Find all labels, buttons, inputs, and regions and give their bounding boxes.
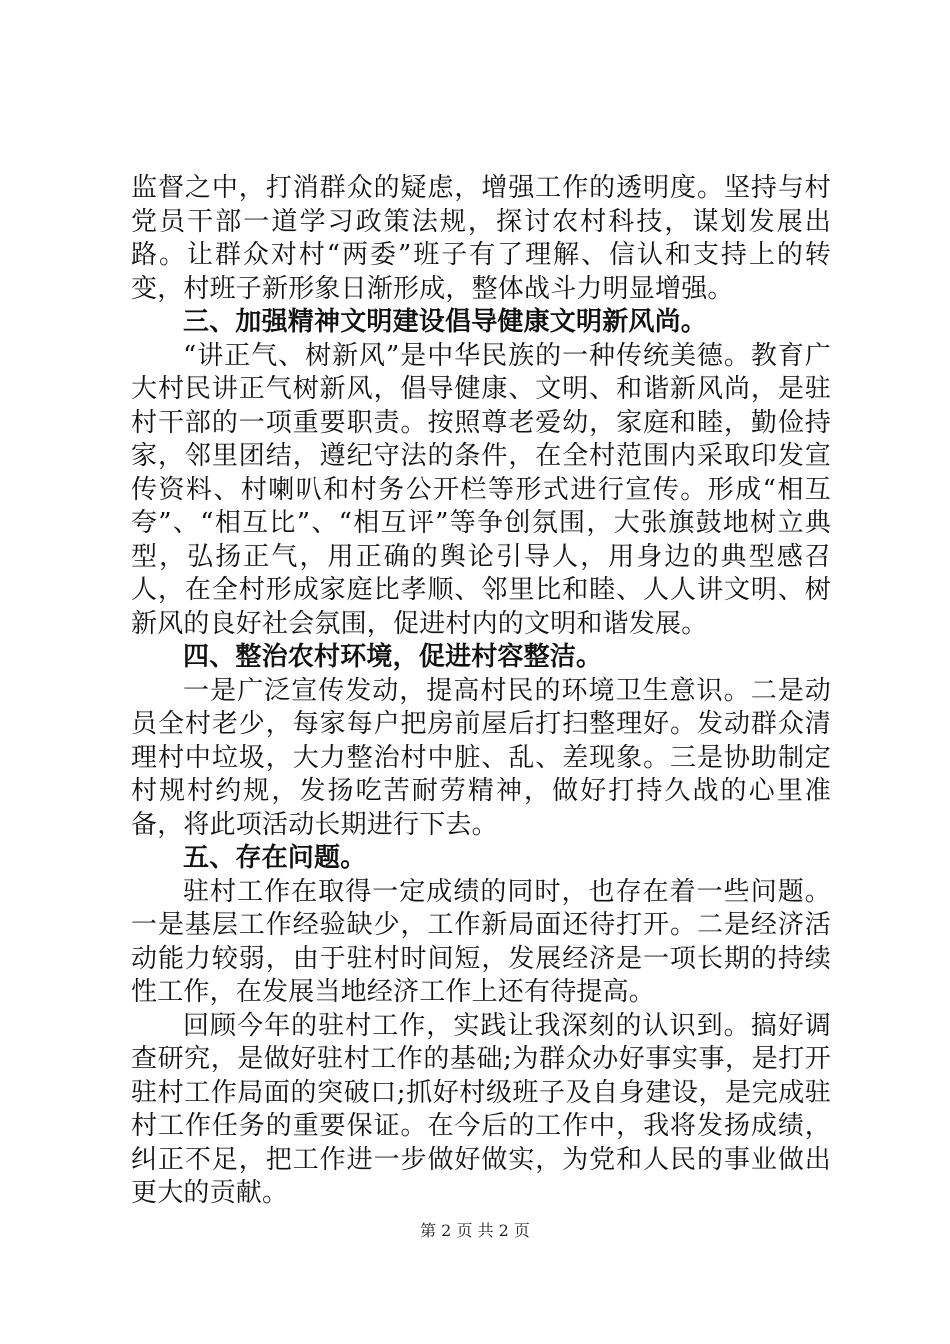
document-body [131, 172, 831, 1211]
paragraph-problems: 驻村工作在取得一定成绩的同时，也存在着一些问题。一是基层工作经验缺少，工作新局面还待打开。二是经济活动能力较弱，由于驻村时间短，发展经济是一项长期的持续性工作，在发展当地经济工作上还有待提高。 [131, 876, 831, 1007]
paragraph-continuation: 监督之中，打消群众的疑虑，增强工作的透明度。坚持与村党员干部一道学习政策法规，探讨农村科技，谋划发展出路。让群众对村“两委”班子有了理解、信认和支持上的转变，村班子新形象日渐形成，整体战斗力明显增强。 [131, 173, 831, 304]
page-number-footer: 第 2 页 共 2 页 [420, 1221, 530, 1240]
section-heading-3: 三、加强精神文明建设倡导健康文明新风尚。 [183, 307, 708, 337]
paragraph-spiritual-civilization: “讲正气、树新风”是中华民族的一种传统美德。教育广大村民讲正气树新风，倡导健康、文明、和谐新风尚，是驻村干部的一项重要职责。按照尊老爱幼，家庭和睦，勤俭持家，邻里团结，遵纪守法的条件，在全村范围内采取印发宣传资料、村喇叭和村务公开栏等形式进行宣传。形成“相互夸”、“相互比”、“相互评”等争创氛围，大张旗鼓地树立典型，弘扬正气，用正确的舆论引导人，用身边的典型感召人，在全村形成家庭比孝顺、邻里比和睦、人人讲文明、树新风的良好社会氛围，促进村内的文明和谐发展。 [131, 340, 831, 639]
paragraph-review: 回顾今年的驻村工作，实践让我深刻的认识到。搞好调查研究，是做好驻村工作的基础;为群众办好事实事，是打开驻村工作局面的突破口;抓好村级班子及自身建设，是完成驻村工作任务的重要保证。在今后的工作中，我将发扬成绩，纠正不足，把工作进一步做好做实，为党和人民的事业做出更大的贡献。 [131, 1010, 831, 1208]
section-heading-4: 四、整治农村环境，促进村容整洁。 [183, 642, 603, 672]
paragraph-environment: 一是广泛宣传发动，提高村民的环境卫生意识。二是动员全村老少，每家每户把房前屋后打扫整理好。发动群众清理村中垃圾，大力整治村中脏、乱、差现象。三是协助制定村规村约规，发扬吃苦耐劳精神，做好打持久战的心里准备，将此项活动长期进行下去。 [131, 675, 831, 840]
section-heading-5: 五、存在问题。 [183, 843, 367, 873]
